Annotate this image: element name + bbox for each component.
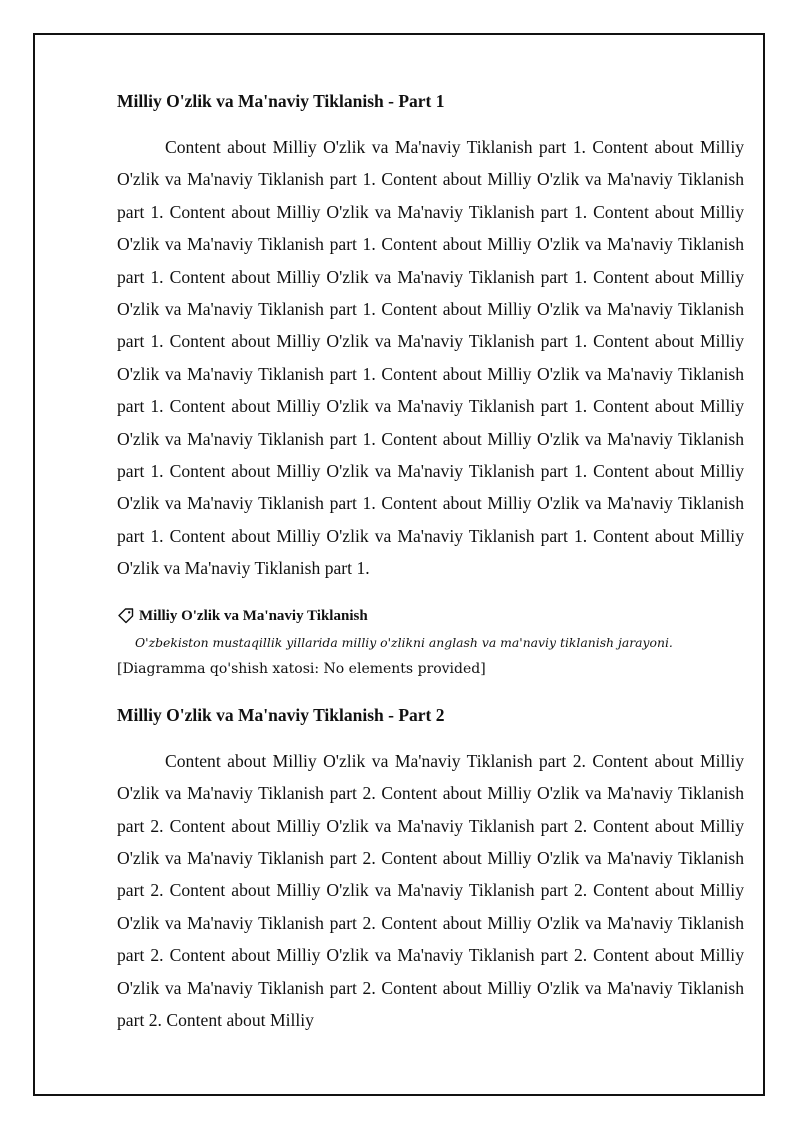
diagram-title: Milliy O'zlik va Ma'naviy Tiklanish [139,607,368,624]
document-content [117,89,744,1036]
section-body-part-1: Content about Milliy O'zlik va Ma'naviy Tiklanish part 1. Content about Milliy O'zlik va Ma'naviy Tiklanish part 1. Content about Milliy O'zlik va Ma'naviy Tiklanish part 1. Content about Milliy O'zlik va Ma'naviy Tiklanish part 1. Content about Milliy O'zlik va Ma'naviy Tiklanish part 1. Content about Milliy O'zlik va Ma'naviy Tiklanish part 1. Content about Milliy O'zlik va Ma'naviy Tiklanish part 1. Content about Milliy O'zlik va Ma'naviy Tiklanish part 1. Content about Milliy O'zlik va Ma'naviy Tiklanish part 1. Content about Milliy O'zlik va Ma'naviy Tiklanish part 1. Content about Milliy O'zlik va Ma'naviy Tiklanish part 1. Content about Milliy O'zlik va Ma'naviy Tiklanish part 1. Content about Milliy O'zlik va Ma'naviy Tiklanish part 1. Content about Milliy O'zlik va Ma'naviy Tiklanish part 1. Content about Milliy O'zlik va Ma'naviy Tiklanish part 1. Content about Milliy O'zlik va Ma'naviy Tiklanish part 1. Content about Milliy O'zlik va Ma'naviy Tiklanish part 1. Content about Milliy O'zlik va Ma'naviy Tiklanish part 1. Content about Milliy O'zlik va Ma'naviy Tiklanish part 1. Content about Milliy O'zlik va Ma'naviy Tiklanish part 1. [117,137,744,579]
section-title-part-2: Milliy O'zlik va Ma'naviy Tiklanish - Part 2 [117,704,445,725]
diagram-block [117,605,744,679]
diagram-header [117,605,744,627]
section-title-part-1: Milliy O'zlik va Ma'naviy Tiklanish - Part 1 [117,91,445,111]
section-body-part-2: Content about Milliy O'zlik va Ma'naviy Tiklanish part 2. Content about Milliy O'zlik va Ma'naviy Tiklanish part 2. Content about Milliy O'zlik va Ma'naviy Tiklanish part 2. Content about Milliy O'zlik va Ma'naviy Tiklanish part 2. Content about Milliy O'zlik va Ma'naviy Tiklanish part 2. Content about Milliy O'zlik va Ma'naviy Tiklanish part 2. Content about Milliy O'zlik va Ma'naviy Tiklanish part 2. Content about Milliy O'zlik va Ma'naviy Tiklanish part 2. Content about Milliy O'zlik va Ma'naviy Tiklanish part 2. Content about Milliy O'zlik va Ma'naviy Tiklanish part 2. Content about Milliy O'zlik va Ma'naviy Tiklanish part 2. Content about Milliy O'zlik va Ma'naviy Tiklanish part 2. Content about Milliy [117,750,744,1030]
page-border [33,33,765,1096]
diagram-subtitle: O'zbekiston mustaqillik yillarida milliy o'zlikni anglash va ma'naviy tiklanish jarayoni. [135,634,673,650]
tag-icon [117,607,135,625]
diagram-error-message: [Diagramma qo'shish xatosi: No elements provided] [117,660,486,677]
